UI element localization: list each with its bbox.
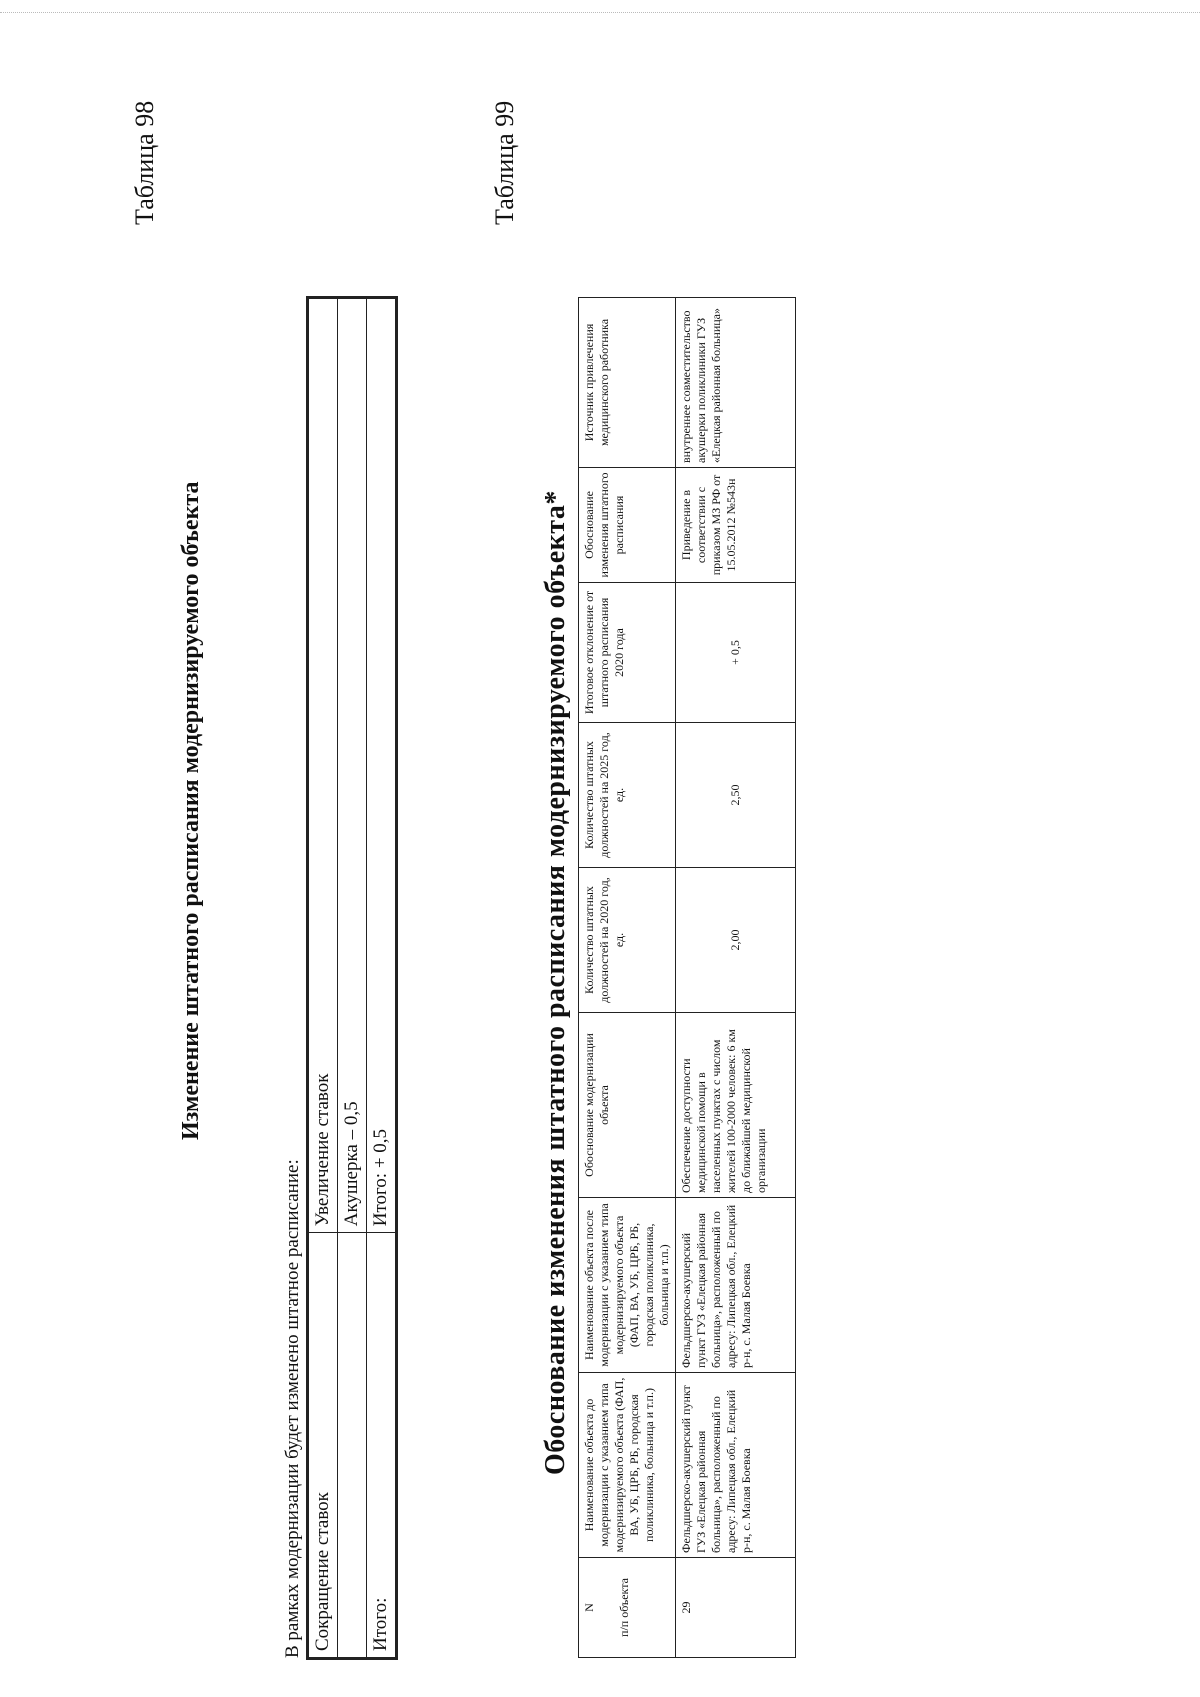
table99-cell-count2020: 2,00 — [676, 868, 796, 1013]
table98-label: Таблица 98 — [130, 100, 159, 225]
rotated-page — [40, 0, 1160, 1690]
table99-header-count2025: Количество штатных должностей на 2025 год, ед. — [579, 723, 676, 868]
table99-label: Таблица 99 — [490, 100, 519, 225]
table99-cell-change-basis: Приведение в соответствии с приказом МЗ РФ от 15.05.2012 №543н — [676, 468, 796, 583]
table99-header-n-label: N — [582, 1603, 596, 1612]
table99-cell-source: внутреннее совместительство акушерки поликлиники ГУЗ «Елецкая районная больница» — [676, 298, 796, 468]
table-row — [676, 298, 796, 1658]
table99-cell-after: Фельдшерско-акушерский пункт ГУЗ «Елецкая районная больница», расположенный по адресу: Липецкая обл., Елецкий р-н, с. Малая Боевка — [676, 1198, 796, 1373]
table99-header-deviation: Итоговое отклонение от штатного расписания 2020 года — [579, 583, 676, 723]
table99-header-count2020: Количество штатных должностей на 2020 год, ед. — [579, 868, 676, 1013]
table98-total-right: Итого: + 0,5 — [367, 299, 396, 1233]
table99-header-change-basis: Обоснование изменения штатного расписания — [579, 468, 676, 583]
table99-cell-n: 29 — [676, 1558, 796, 1658]
table99 — [578, 297, 796, 1658]
table98-col-left: Сокращение ставок — [309, 1233, 338, 1658]
table98 — [308, 298, 396, 1658]
table99-title: Обоснование изменения штатного расписания модернизируемого объекта* — [540, 490, 571, 1475]
table99-header-source: Источник привлечения медицинского работника — [579, 298, 676, 468]
table98-cell-left — [338, 1233, 367, 1658]
table99-cell-count2025: 2,50 — [676, 723, 796, 868]
table99-cell-justification: Обеспечение доступности медицинской помощи в населенных пунктах с числом жителей 100-2000 человек: 6 км до ближайшей медицинской организации — [676, 1013, 796, 1198]
table98-col-right: Увеличение ставок — [309, 299, 338, 1233]
table99-header-n-sub: п/п объекта — [617, 1578, 631, 1637]
table98-total-row — [367, 299, 396, 1658]
table98-cell-right: Акушерка – 0,5 — [338, 299, 367, 1233]
table99-header-n — [579, 1558, 676, 1658]
table98-total-left: Итого: — [367, 1233, 396, 1658]
table98-header-row — [309, 299, 338, 1658]
table99-cell-before: Фельдшерско-акушерский пункт ГУЗ «Елецкая районная больница», расположенный по адресу: Липецкая обл., Елецкий р-н, с. Малая Боевка — [676, 1373, 796, 1558]
table99-header-before: Наименование объекта до модернизации с указанием типа модернизируемого объекта (ФАП, ВА, УБ, ЦРБ, РБ, городская поликлиника, больница и т.п.) — [579, 1373, 676, 1558]
table99-header-after: Наименование объекта после модернизации с указанием типа модернизируемого объекта (ФАП, ВА, УБ, ЦРБ, РБ, городская поликлиника, больница и т.п.) — [579, 1198, 676, 1373]
table98-title: Изменение штатного расписания модернизируемого объекта — [178, 481, 204, 1140]
table99-header-row — [579, 298, 676, 1658]
table98-intro: В рамках модернизации будет изменено штатное расписание: — [282, 1159, 303, 1658]
table98-row — [338, 299, 367, 1658]
table99-cell-deviation: + 0,5 — [676, 583, 796, 723]
table99-header-justification: Обоснование модернизации объекта — [579, 1013, 676, 1198]
